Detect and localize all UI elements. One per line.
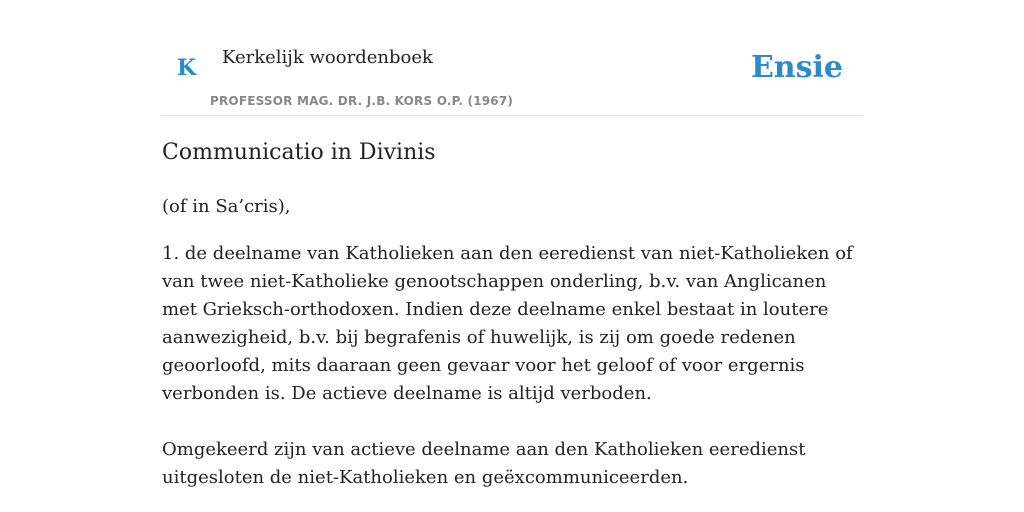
book-logo-icon[interactable]: K [177, 55, 197, 81]
entry-paragraph: 1. de deelname van Katholieken aan den eeredienst van niet-Katholieken of van twee niet-Katholieke genootschappen onderling, b.v. van Anglicanen met Grieksch-orthodoxen. Indien deze deelname enkel bestaat in loutere aanwezigheid, b.v. bij begrafenis of huwelijk, is zij om goede redenen geoorloofd, mits daaraan geen gevaar voor het geloof of voor ergernis verbonden is. De actieve deelname is altijd verboden. [162, 243, 853, 404]
header [162, 0, 862, 116]
entry-paragraph: Omgekeerd zijn van actieve deelname aan den Katholieken eeredienst uitgesloten de niet-Katholieken en geëxcommuniceerden. [162, 439, 806, 488]
brand-logo-link[interactable]: Ensie [750, 50, 843, 85]
entry-body [162, 193, 862, 511]
page [162, 0, 862, 512]
entry-paragraph: (of in Sa’cris), [162, 196, 291, 217]
entry-title: Communicatio in Divinis [162, 140, 436, 165]
book-title[interactable]: Kerkelijk woordenboek [222, 47, 433, 68]
book-author: PROFESSOR MAG. DR. J.B. KORS O.P. (1967) [210, 94, 514, 108]
